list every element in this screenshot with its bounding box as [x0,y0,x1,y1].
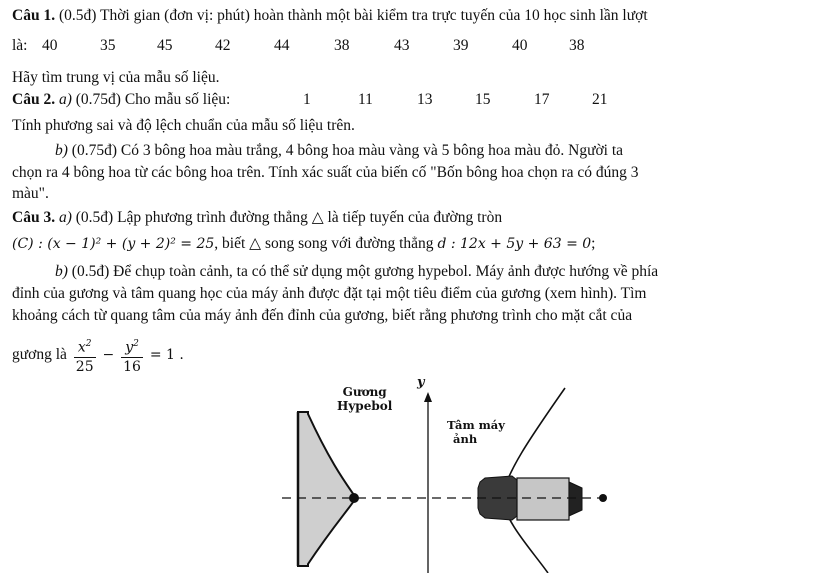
q1-value: 35 [100,37,116,54]
q2-points-a: (0.75đ) [75,91,121,108]
camera-body [517,478,569,520]
q2-points-b: (0.75đ) [71,142,117,159]
q2-line-b1 [55,141,623,161]
q3-text-b2: đỉnh của gương và tâm quang học của máy ảnh được đặt tại một tiêu điểm của gương (xem hình). Tìm [12,285,647,302]
q2-task-a: Tính phương sai và độ lệch chuẩn của mẫu số liệu trên. [12,117,355,134]
q1-la: là: [12,37,28,54]
frac-denominator: 25 [75,358,94,375]
q1-text: Thời gian (đơn vị: phút) hoàn thành một bài kiểm tra trực tuyến của 10 học sinh lần lượt [100,7,648,24]
q2-value: 13 [417,91,433,108]
q3-line-b1 [55,262,658,282]
q1-values-row [12,36,585,56]
q3-text-b3: khoảng cách từ quang tâm của máy ảnh đến đỉnh của gương, biết rằng phương trình cho mặt cắt của [12,307,633,324]
q1-value: 40 [42,37,58,54]
camera-focus-dot [599,494,607,502]
q3-semicolon: ; [591,235,596,252]
y-axis-arrow [424,392,432,402]
q2-value: 15 [475,91,491,108]
q3-text-b1: Để chụp toàn cảnh, ta có thể sử dụng một gương hypebol. Máy ảnh được hướng về phía [113,263,659,280]
q3-line1 [12,208,502,228]
q3-text-b4: gương là [12,346,67,363]
mirror-label [337,385,392,413]
q3-equals-one: = 1 . [149,347,184,363]
q3-line2 [12,234,595,254]
q1-value: 44 [274,37,290,54]
q2-text-b2: chọn ra 4 bông hoa từ các bông hoa trên. Tính xác suất của biến cố "Bốn bông hoa chọn ra có đúng 3 [12,164,639,181]
camera-back [569,482,582,516]
q2-value: 21 [592,91,608,108]
q1-line1 [12,6,648,26]
q1-value: 38 [569,37,585,54]
q2-text-b1: Có 3 bông hoa màu trắng, 4 bông hoa màu vàng và 5 bông hoa màu đỏ. Người ta [120,142,624,159]
q1-value: 38 [334,37,350,54]
q3-line-equation: d : 12x + 5y + 63 = 0 [437,236,592,252]
q1-value: 42 [215,37,231,54]
q1-value: 43 [394,37,410,54]
y-axis-label: y [417,375,425,390]
mirror-label-line2: Hypebol [337,399,393,413]
q3-line-b4 [12,333,184,377]
frac-numerator: x [77,339,86,356]
q3-circle-equation: (C) : (x − 1)² + (y + 2)² = 25 [12,236,215,252]
q2-value: 1 [303,91,311,108]
q2-part-b: b) [55,142,68,159]
mirror-label-line1: Gương [342,385,387,399]
q3-heading: Câu 3. [12,209,56,226]
frac-numerator: y [125,339,134,356]
q2-text-b3: màu". [12,185,49,202]
q1-value: 40 [512,37,528,54]
camera-center-label [447,418,505,446]
q2-intro: Cho mẫu số liệu: [124,91,231,108]
hyperbolic-mirror-shape [298,412,356,566]
q3-text-a1: Lập phương trình đường thẳng △ là tiếp tuyến của đường tròn [117,209,503,226]
q2-heading: Câu 2. [12,91,56,108]
q2-value: 17 [534,91,550,108]
q2-part-a: a) [58,91,72,108]
q1-value: 45 [157,37,173,54]
hyperbolic-mirror-figure [280,378,620,573]
q3-fraction-y: $\frac{y^2}{16}$ [121,335,143,376]
q1-heading: Câu 1. [12,7,56,24]
q3-part-a: a) [58,209,72,226]
q3-points-b: (0.5đ) [71,263,110,280]
q1-value: 39 [453,37,469,54]
q3-points-a: (0.5đ) [75,209,114,226]
q2-line1 [12,90,608,110]
q2-value: 11 [358,91,373,108]
camera-center-label-line2: ảnh [453,432,478,446]
camera-center-label-line1: Tâm máy [447,418,505,432]
q3-fraction-x: $\frac{x^2}{25}$ [74,335,96,376]
q3-part-b: b) [55,263,68,280]
frac-denominator: 16 [123,358,141,375]
q3-minus: − [102,347,115,363]
q3-text-a2: , biết △ song song với đường thẳng [214,235,434,252]
q1-points: (0.5đ) [58,7,97,24]
q1-question: Hãy tìm trung vị của mẫu số liệu. [12,69,220,86]
